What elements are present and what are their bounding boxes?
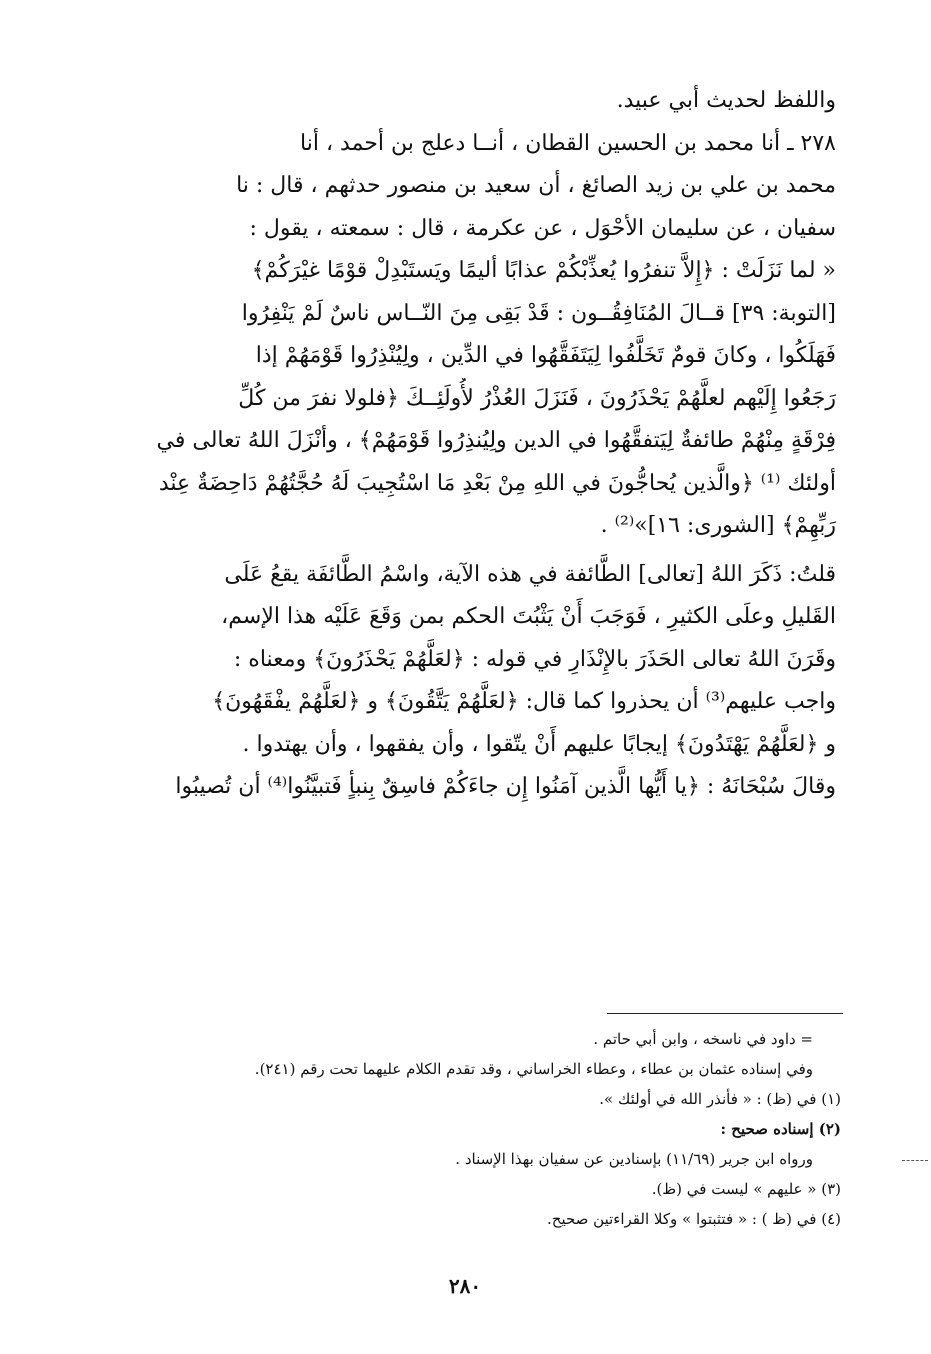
footnote-line: (٤) في (ظ ) : « فتثبتوا » وكلا القراءتين صحيح. [547,1210,841,1228]
footnote-divider [607,1013,843,1014]
footnote-line: وفي إسناده عثمان بن عطاء ، وعطاء الخراساني ، وقد تقدم الكلام عليهما تحت رقم (٢٤١). [254,1060,813,1078]
body-line: واللفظ لحديث أبي عبيد. [616,88,836,113]
body-line: قلتُ: ذَكَرَ اللهُ [تعالى] الطَّائفة في هذه الآية، واسْمُ الطَّائفَة يقعُ عَلَى [224,561,836,587]
footnote-line: (٢) إسناده صحيح : [720,1120,841,1138]
body-line: رَبِّهِمْ﴾ [الشورى: ١٦]»⁽²⁾ . [600,513,836,538]
body-line: و ﴿لعَلَّهُمْ يَهْتَدُونَ﴾ إيجابًا عليهم أَنْ يتّقوا ، وأن يفقهوا ، وأن يهتدوا . [242,731,836,757]
body-line: أولئك ⁽¹⁾ ﴿والَّذين يُحاجُّونَ في اللهِ مِنْ بَعْدِ مَا اسْتُجِيبَ لَهُ حُجَّتُهُمْ دَاحِضَةٌ عِنْد [158,470,836,496]
body-line: محمد بن علي بن زيد الصائغ ، أن سعيد بن منصور حدثهم ، قال : نا [236,173,836,198]
footnotes [100,1024,841,1234]
page-number: ٢٨٠ [448,1274,482,1298]
body-line: فِرْقَةٍ مِنْهُمْ طائفةٌ لِيَتفقَّهُوا في الدين ولِيُنذِرُوا قَوْمَهُمْ﴾ ، وأنْزَلَ اللهُ تعالى في [156,428,836,453]
body-line: فَهَلَكُوا ، وكانَ قومٌ تَخَلَّفُوا لِيَتَفَقَّهُوا في الدِّين ، ولِيُنْذِرُوا قَوْمَهُمْ إذا [255,343,836,368]
scan-margin-mark [902,1160,928,1161]
body-line: ٢٧٨ ـ أنا محمد بن الحسين القطان ، أنــا دعلج بن أحمد ، أنا [300,130,836,156]
footnote-line: = داود في ناسخه ، وابن أبي حاتم . [593,1030,813,1048]
main-text [100,80,836,809]
body-line: رَجَعُوا إِلَيْهم لعلَّهُمْ يَحْذَرُونَ ، فَنَزَلَ العُذْرُ لأُولَئِــكَ ﴿فلولا نفرَ من كُلِّ [238,385,836,411]
body-line: وقَرَنَ اللهُ تعالى الحَذَرَ بالإِنْذَارِ في قوله : ﴿لعَلَّهُمْ يَحْذَرُونَ﴾ ومعناه : [233,646,836,672]
body-line: « لما نَزَلَتْ : ﴿إِلاَّ تنفرُوا يُعذِّبْكُمْ عذابًا أليمًا ويَستَبْدِلْ قوْمًا غيْرَكُمْ﴾ [251,258,836,283]
footnote-line: (١) في (ظ) : « فأنذر الله في أولئك ». [599,1090,841,1108]
body-line: سفيان ، عن سليمان الأحْوَل ، عن عكرمة ، قال : سمعته ، يقول : [249,215,836,241]
body-line: [التوبة: ٣٩] قــالَ المُنَافِقُــون : قَدْ بَقِى مِنَ النّــاس ناسٌ لَمْ يَنْفِرُوا [241,300,836,326]
body-line: وقالَ سُبْحَانَهُ : ﴿يا أَيُّها الَّذين آمَنُوا إِن جاءَكُمْ فاسِقٌ بِنبأٍ فَتبيَّنُوا⁽⁴⁾ أن تُصيبُوا [175,774,836,799]
body-line: واجب عليهم⁽³⁾ أن يحذروا كما قال: ﴿لعَلَّهُمْ يَتَّقُونَ﴾ و ﴿لعَلَّهُمْ يفْقَهُونَ﴾ [212,689,836,714]
body-line: القَليلِ وعلَى الكثيرِ ، فَوَجَبَ أَنْ يَثْبُتَ الحكم بمن وَقَعَ عَلَيْه هذا الإسم، [221,604,836,629]
footnote-line: ورواه ابن جرير (١١/٦٩) بإسنادين عن سفيان بهذا الإسناد . [455,1150,813,1168]
footnote-line: (٣) « عليهم » ليست في (ظ). [651,1180,841,1198]
